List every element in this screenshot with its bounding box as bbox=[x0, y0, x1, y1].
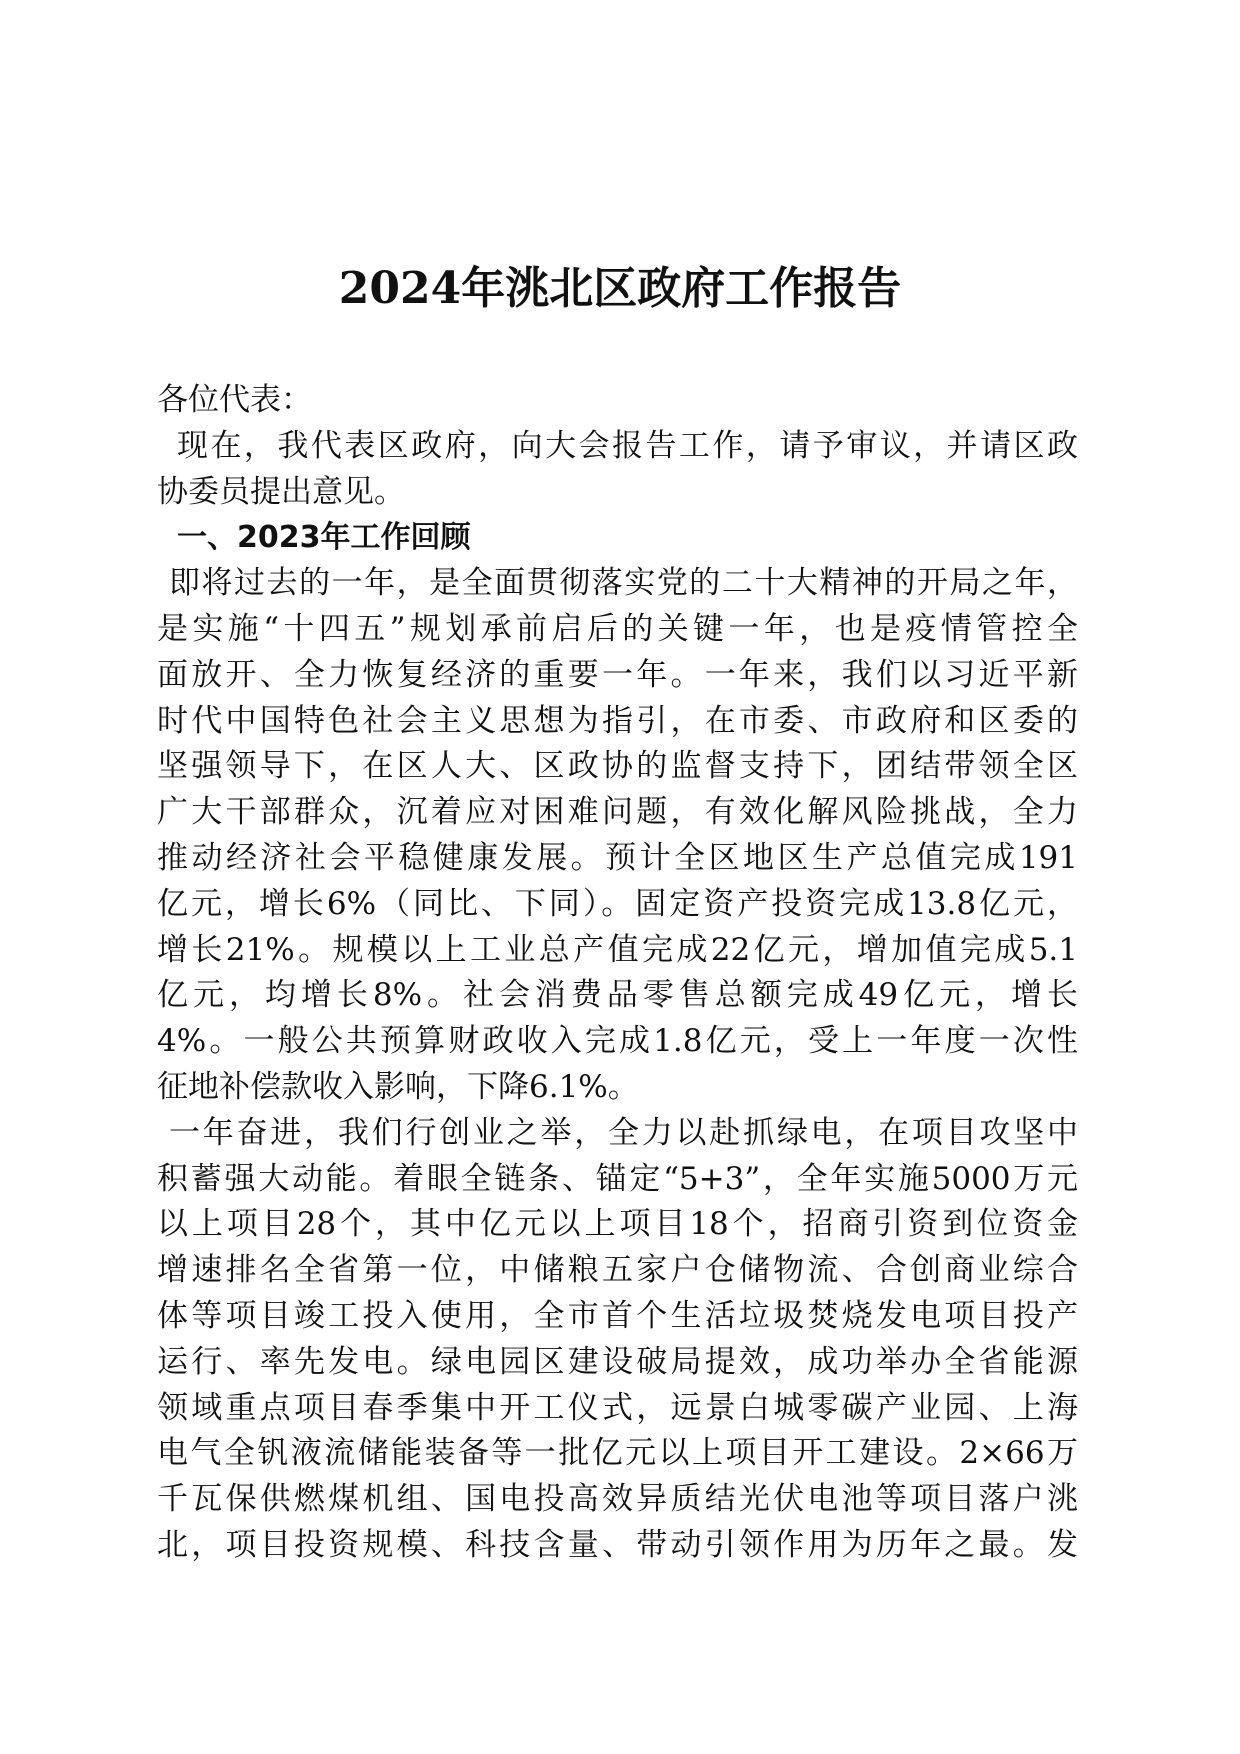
paragraph-line: 体等项目竣工投入使用，全市首个生活垃圾焚烧发电项目投产 bbox=[157, 1297, 1078, 1334]
document-title: 2024年洮北区政府工作报告 bbox=[338, 263, 902, 314]
paragraph-line: 征地补偿款收入影响，下降6.1%。 bbox=[157, 1068, 639, 1105]
paragraph-line: 以上项目28个，其中亿元以上项目18个，招商引资到位资金 bbox=[157, 1206, 1078, 1243]
paragraph-line: 面放开、全力恢复经济的重要一年。一年来，我们以习近平新 bbox=[157, 656, 1078, 693]
document-body bbox=[157, 378, 1078, 1569]
paragraph-line: 运行、率先发电。绿电园区建设破局提效，成功举办全省能源 bbox=[157, 1343, 1078, 1380]
paragraph-line: 亿元，增长6%（同比、下同）。固定资产投资完成13.8亿元， bbox=[157, 885, 1078, 922]
review-paragraph bbox=[157, 561, 1078, 1111]
paragraph-line: 亿元，均增长8%。社会消费品零售总额完成49亿元，增长 bbox=[157, 977, 1078, 1014]
paragraph-line: 时代中国特色社会主义思想为指引，在市委、市政府和区委的 bbox=[157, 702, 1078, 739]
paragraph-line: 4%。一般公共预算财政收入完成1.8亿元，受上一年度一次性 bbox=[157, 1023, 1078, 1060]
intro-paragraph bbox=[157, 424, 1078, 516]
paragraph-line: 是实施“十四五”规划承前启后的关键一年，也是疫情管控全 bbox=[157, 610, 1078, 647]
paragraph-line: 电气全钒液流储能装备等一批亿元以上项目开工建设。2×66万 bbox=[157, 1435, 1078, 1472]
paragraph-line: 一年奋进，我们行创业之举，全力以赴抓绿电，在项目攻坚中 bbox=[169, 1114, 1078, 1151]
paragraph-line: 推动经济社会平稳健康发展。预计全区地区生产总值完成191 bbox=[157, 839, 1078, 876]
paragraph-line: 增速排名全省第一位，中储粮五家户仓储物流、合创商业综合 bbox=[157, 1252, 1078, 1289]
paragraph-line: 积蓄强大动能。着眼全链条、锚定“5+3”，全年实施5000万元 bbox=[157, 1160, 1078, 1197]
paragraph-line: 增长21%。规模以上工业总产值完成22亿元，增加值完成5.1 bbox=[157, 931, 1078, 968]
paragraph-line: 北，项目投资规模、科技含量、带动引领作用为历年之最。发 bbox=[157, 1526, 1078, 1563]
paragraph-line: 即将过去的一年，是全面贯彻落实党的二十大精神的开局之年， bbox=[169, 565, 1078, 602]
section-heading: 一、2023年工作回顾 bbox=[177, 520, 471, 556]
paragraph-line: 坚强领导下，在区人大、区政协的监督支持下，团结带领全区 bbox=[157, 748, 1078, 785]
salutation: 各位代表： bbox=[157, 382, 312, 418]
paragraph-line: 现在，我代表区政府，向大会报告工作，请予审议，并请区政 bbox=[177, 427, 1078, 464]
paragraph-line: 领域重点项目春季集中开工仪式，远景白城零碳产业园、上海 bbox=[157, 1389, 1078, 1426]
paragraph-line: 广大干部群众，沉着应对困难问题，有效化解风险挑战，全力 bbox=[157, 794, 1078, 831]
paragraph-line: 协委员提出意见。 bbox=[157, 473, 405, 510]
paragraph-line: 千瓦保供燃煤机组、国电投高效异质结光伏电池等项目落户洮 bbox=[157, 1481, 1078, 1518]
projects-paragraph bbox=[157, 1111, 1078, 1569]
